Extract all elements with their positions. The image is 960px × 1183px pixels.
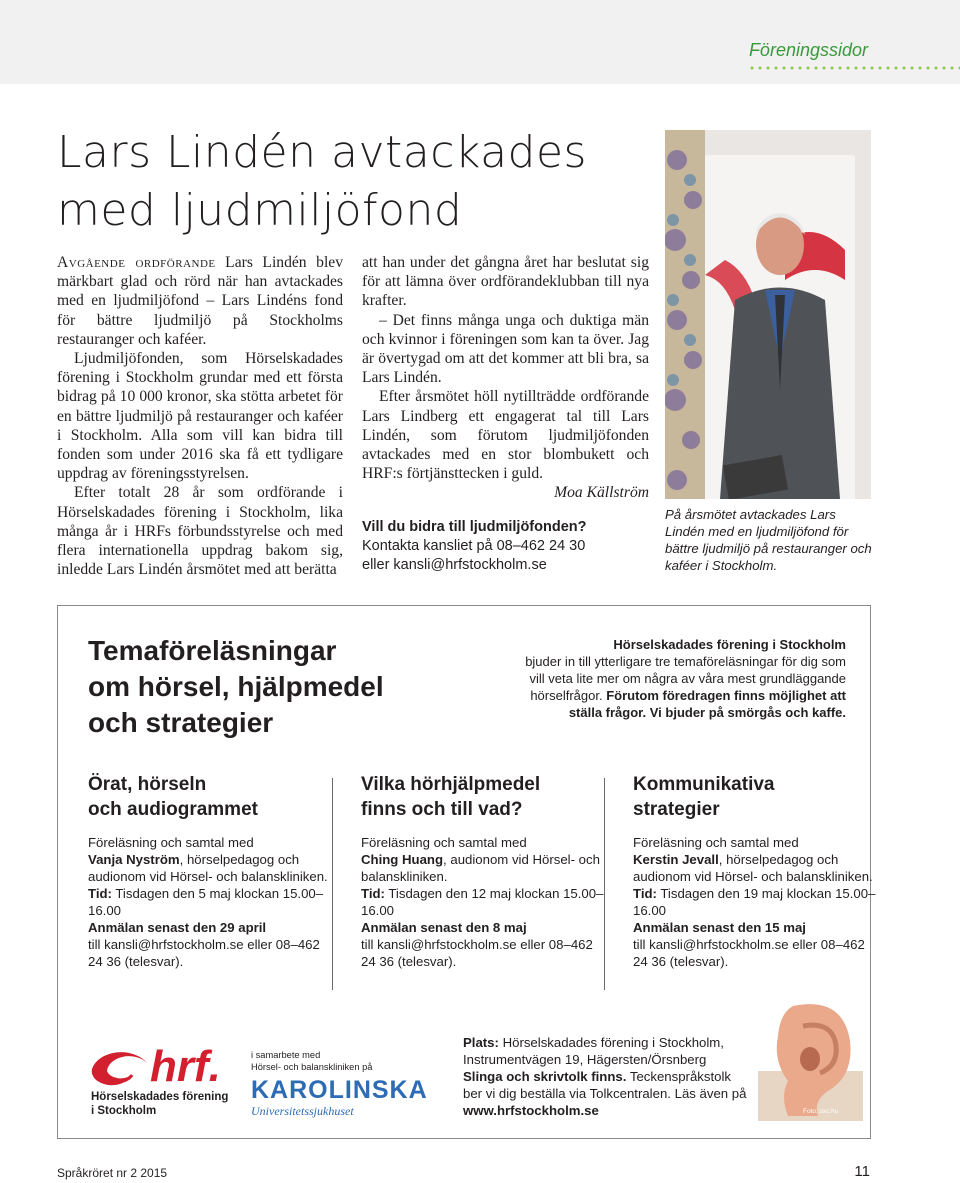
hrf-org-name: Hörselskadades förening i Stockholm — [91, 1091, 229, 1117]
box-title: Temaföreläsningar om hörsel, hjälpmedel och strategier — [88, 635, 384, 738]
contribute-heading: Vill du bidra till ljudmiljöfonden? — [362, 519, 587, 535]
lecture-title: Örat, hörseln och audiogrammet — [88, 774, 258, 820]
photo-caption: På årsmötet avtackades Lars Lindén med en ljudmiljöfond för bättre ljudmiljö på restauranger och kaféer i Stockholm. — [665, 507, 872, 573]
article-photo — [665, 130, 871, 499]
venue-info: Plats: Hörselskadades förening i Stockholm, Instrumentvägen 19, Hägersten/Örsnberg Slinga och skrivtolk finns. Teckenspråkstolk ber vi dig beställa via Tolkcentralen. Läs även på www.hrfstockholm.se — [463, 1035, 747, 1118]
intro-text: bjuder in till ytterligare tre temaföreläsningar för dig som vill veta lite mer om några av våra mest grundläggande hörselfrågor. — [525, 654, 846, 703]
section-label: Föreningssidor — [748, 40, 868, 60]
lecture-2 — [361, 772, 611, 970]
lecture-title: Kommunikativa strategier — [633, 774, 775, 820]
karolinska-subtitle: Universitetssjukhuset — [251, 1104, 354, 1118]
website-link[interactable]: www.hrfstockholm.se — [463, 1103, 599, 1118]
speaker-name: Ching Huang — [361, 852, 444, 867]
intro-bold: Förutom föredragen finns möjlighet att ställa frågor. Vi bjuder på smörgås och kaffe. — [568, 688, 846, 720]
karolinska-logo: KAROLINSKA — [251, 1076, 428, 1104]
contribute-info — [362, 518, 652, 575]
article-title — [57, 124, 647, 240]
column-divider — [332, 778, 333, 990]
contribute-email[interactable]: eller kansli@hrfstockholm.se — [362, 557, 547, 573]
ear-model-icon — [758, 1001, 863, 1121]
deadline: Anmälan senast den 8 maj — [361, 920, 527, 935]
paragraph: Efter årsmötet höll nytillträdde ordförande Lars Lindberg ett engagerat tal till Lars Lindén, som förutom ljudmiljöfonden avtackades med en stor blombukett och HRF:s förtjänsttecken i guld. — [362, 388, 649, 483]
article-column-1 — [57, 253, 343, 579]
lecture-details: Föreläsning och samtal med Kerstin Jevall, hörselpedagog och audionom vid Hörsel- och balanskliniken. Tid: Tisdagen den 19 maj klockan 15.00–16.00 Anmälan senast den 15 maj till kansli@hrfstockholm.se eller 08–462 24 36 (telesvar). — [633, 835, 876, 969]
title-line-2: med ljudmiljöfond — [57, 185, 463, 236]
paragraph: Efter totalt 28 år som ordförande i Hörselskadades förening i Stockholm, lika många år i HRFs förbundsstyrelse och med flera internationella uppdrag bakom sig, inledde Lars Lindén årsmötet med att berätta — [57, 484, 343, 579]
page-number: 11 — [854, 1163, 870, 1180]
paragraph: Ljudmiljöfonden, som Hörselskadades förening i Stockholm grundar med ett första bidrag på 10 000 kronor, ska stötta arbetet för en bättre ljudmiljö på restauranger och kaféer i Stockholm. Alla som vill kan bidra till fonden som under 2016 ska få ett tydligare uppdrag av föreningsstyrelsen. — [57, 350, 343, 483]
box-intro — [516, 636, 846, 721]
lecture-details: Föreläsning och samtal med Ching Huang, audionom vid Hörsel- och balanskliniken. Tid: Tisdagen den 12 maj klockan 15.00–16.00 Anmälan senast den 8 maj till kansli@hrfstockholm.se eller 08–462 24 36 (telesvar). — [361, 835, 604, 969]
speaker-name: Kerstin Jevall — [633, 852, 719, 867]
contact: till kansli@hrfstockholm.se eller 08–462 24 36 (telesvar). — [88, 937, 320, 969]
title-line-1: Lars Lindén avtackades — [57, 127, 587, 178]
paragraph: – Det finns många unga och duktiga män och kvinnor i föreningen som kan ta över. Jag är övertygad om att det kommer att bli bra, sa Lars Lindén. — [362, 311, 649, 387]
author-signature: Moa Källström — [554, 484, 649, 502]
karolinska-preface: i samarbete med Hörsel- och balanskliniken på — [251, 1050, 373, 1072]
contact: till kansli@hrfstockholm.se eller 08–462 24 36 (telesvar). — [633, 937, 865, 969]
lead-in: Avgående ordförande — [57, 254, 216, 271]
lecture-title: Vilka hörhjälpmedel finns och till vad? — [361, 774, 541, 820]
deadline: Anmälan senast den 15 maj — [633, 920, 806, 935]
deadline: Anmälan senast den 29 april — [88, 920, 267, 935]
lecture-details: Föreläsning och samtal med Vanja Nyström, hörselpedagog och audionom vid Hörsel- och balanskliniken. Tid: Tisdagen den 5 maj klockan 15.00–16.00 Anmälan senast den 29 april till kansli@hrfstockholm.se eller 08–462 24 36 (telesvar). — [88, 835, 328, 969]
dotted-rule — [748, 66, 960, 70]
contact: till kansli@hrfstockholm.se eller 08–462 24 36 (telesvar). — [361, 937, 593, 969]
publication-issue: Språkröret nr 2 2015 — [57, 1166, 168, 1180]
photo-illustration — [665, 130, 871, 499]
paragraph: Avgående ordförande Lars Lindén blev märkbart glad och rörd när han avtackades med en ljudmiljöfond – Lars Lindéns fond för bättre ljudmiljö på Stockholms restauranger och kaféer. — [57, 254, 343, 348]
lecture-3 — [633, 772, 883, 970]
lecture-box — [57, 605, 876, 1139]
intro-organization: Hörselskadades förening i Stockholm — [613, 637, 846, 652]
column-divider — [604, 778, 605, 990]
svg-text:hrf.: hrf. — [150, 1042, 221, 1091]
article-column-2 — [362, 253, 649, 503]
contribute-phone: Kontakta kansliet på 08–462 24 30 — [362, 538, 586, 554]
photo-credit: Foto: sxc.hu — [803, 1108, 839, 1115]
lecture-1 — [88, 772, 338, 970]
paragraph: att han under det gångna året har beslutat sig för att lämna över ordförandeklubban till nya krafter. — [362, 254, 649, 310]
speaker-name: Vanja Nyström — [88, 852, 180, 867]
